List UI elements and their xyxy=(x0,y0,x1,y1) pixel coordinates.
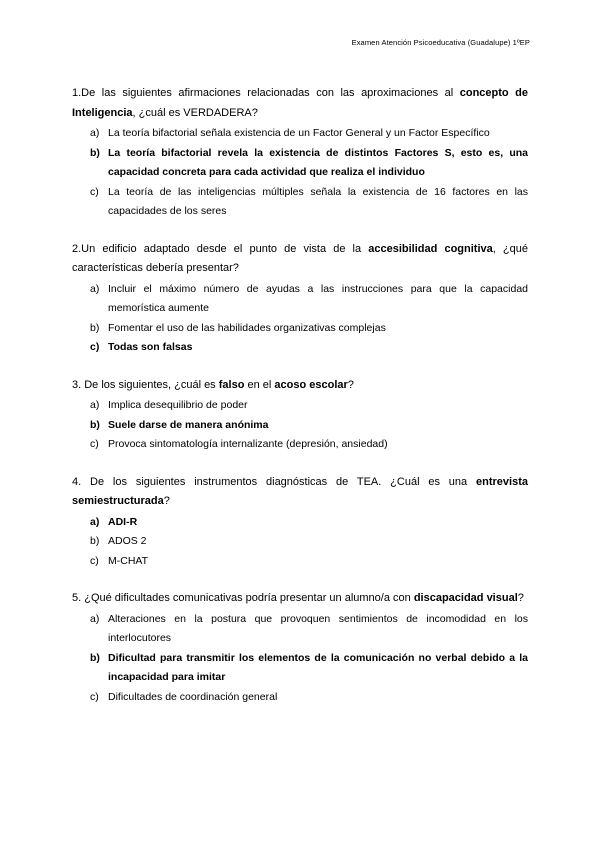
question-text-part: en el xyxy=(244,378,275,391)
answer-option-a xyxy=(72,513,528,533)
answer-option-c xyxy=(72,183,528,222)
option-letter: b) xyxy=(90,418,100,431)
option-text: Implica desequilibrio de poder xyxy=(108,399,248,411)
option-letter: c) xyxy=(90,341,100,353)
answer-option-a xyxy=(72,610,528,649)
question-text-part: 1.De las siguientes afirmaciones relacionadas con las aproximaciones al xyxy=(72,87,460,99)
option-text: La teoría bifactorial señala existencia de un Factor General y un Factor Específico xyxy=(108,127,490,139)
question-text-part: ? xyxy=(163,495,170,507)
question-text xyxy=(72,589,528,609)
option-letter: a) xyxy=(90,399,100,411)
option-text: ADOS 2 xyxy=(108,535,147,547)
option-letter: b) xyxy=(90,146,100,159)
question-text xyxy=(72,376,528,396)
option-text: Incluir el máximo número de ayudas a las instrucciones para que la capacidad memorística aumente xyxy=(108,282,528,314)
question-keyword: acoso escolar xyxy=(274,378,348,391)
option-text: La teoría bifactorial revela la existencia de distintos Factores S, esto es, una capacidad concreta para cada actividad que realiza el individuo xyxy=(108,146,528,178)
question-keyword: concepto de Inteligencia xyxy=(72,87,528,119)
question-text xyxy=(72,240,528,279)
option-letter: c) xyxy=(90,438,99,450)
question-text-part: 3. De los siguientes, ¿cuál es xyxy=(72,378,219,391)
question-5 xyxy=(72,589,528,707)
option-letter: b) xyxy=(90,651,100,664)
exam-questions xyxy=(72,84,528,725)
question-text xyxy=(72,84,528,123)
answer-option-b xyxy=(72,144,528,183)
option-text: Fomentar el uso de las habilidades organizativas complejas xyxy=(108,321,386,334)
question-text-part: , ¿cuál es VERDADERA? xyxy=(132,106,258,119)
option-text: Provoca sintomatología internalizante (depresión, ansiedad) xyxy=(108,438,388,450)
answer-option-b xyxy=(72,416,528,436)
answer-option-b xyxy=(72,319,528,339)
question-text-part: 5. ¿Qué dificultades comunicativas podría presentar un alumno/a con xyxy=(72,592,414,604)
answer-option-b xyxy=(72,532,528,552)
option-text: ADI-R xyxy=(108,515,138,528)
option-text: La teoría de las inteligencias múltiples señala la existencia de 16 factores en las capacidades de los seres xyxy=(108,185,528,217)
option-text: Suele darse de manera anónima xyxy=(108,418,269,431)
question-text-part: ? xyxy=(347,378,354,391)
option-text: Dificultades de coordinación general xyxy=(108,690,278,703)
option-text: Dificultad para transmitir los elementos de la comunicación no verbal debido a la incapacidad para imitar xyxy=(108,651,528,683)
answer-option-a xyxy=(72,396,528,416)
option-letter: a) xyxy=(90,612,100,625)
question-4 xyxy=(72,473,528,572)
question-2 xyxy=(72,240,528,358)
option-letter: a) xyxy=(90,282,100,295)
answer-option-c xyxy=(72,338,528,358)
option-letter: c) xyxy=(90,554,99,567)
question-1 xyxy=(72,84,528,222)
option-text: Alteraciones en la postura que provoquen sentimientos de incomodidad en los interlocutores xyxy=(108,612,528,644)
option-letter: b) xyxy=(90,321,100,334)
question-text xyxy=(72,473,528,512)
page-header: Examen Atención Psicoeducativa (Guadalupe) 1ºEP xyxy=(351,38,530,47)
question-text-part: 4. De los siguientes instrumentos diagnósticas de TEA. ¿Cuál es una xyxy=(72,475,477,488)
option-letter: a) xyxy=(90,515,100,528)
option-letter: c) xyxy=(90,690,99,703)
answer-option-c xyxy=(72,552,528,572)
question-text-part: , ¿qué características debería presentar? xyxy=(72,242,528,274)
question-text-part: 2.Un edificio adaptado desde el punto de vista de la xyxy=(72,242,369,255)
answer-option-c xyxy=(72,688,528,708)
question-text-part: ? xyxy=(517,592,524,604)
option-text: M-CHAT xyxy=(108,554,149,567)
answer-option-c xyxy=(72,435,528,455)
answer-option-a xyxy=(72,280,528,319)
answer-option-a xyxy=(72,124,528,144)
question-3 xyxy=(72,376,528,455)
option-letter: c) xyxy=(90,185,99,198)
question-keyword: falso xyxy=(218,378,245,391)
option-text: Todas son falsas xyxy=(108,341,193,353)
question-keyword: entrevista semiestructurada xyxy=(72,475,528,507)
option-letter: b) xyxy=(90,535,100,547)
answer-option-b xyxy=(72,649,528,688)
question-keyword: discapacidad visual xyxy=(413,592,518,604)
question-keyword: accesibilidad cognitiva xyxy=(368,242,493,255)
option-letter: a) xyxy=(90,127,100,139)
